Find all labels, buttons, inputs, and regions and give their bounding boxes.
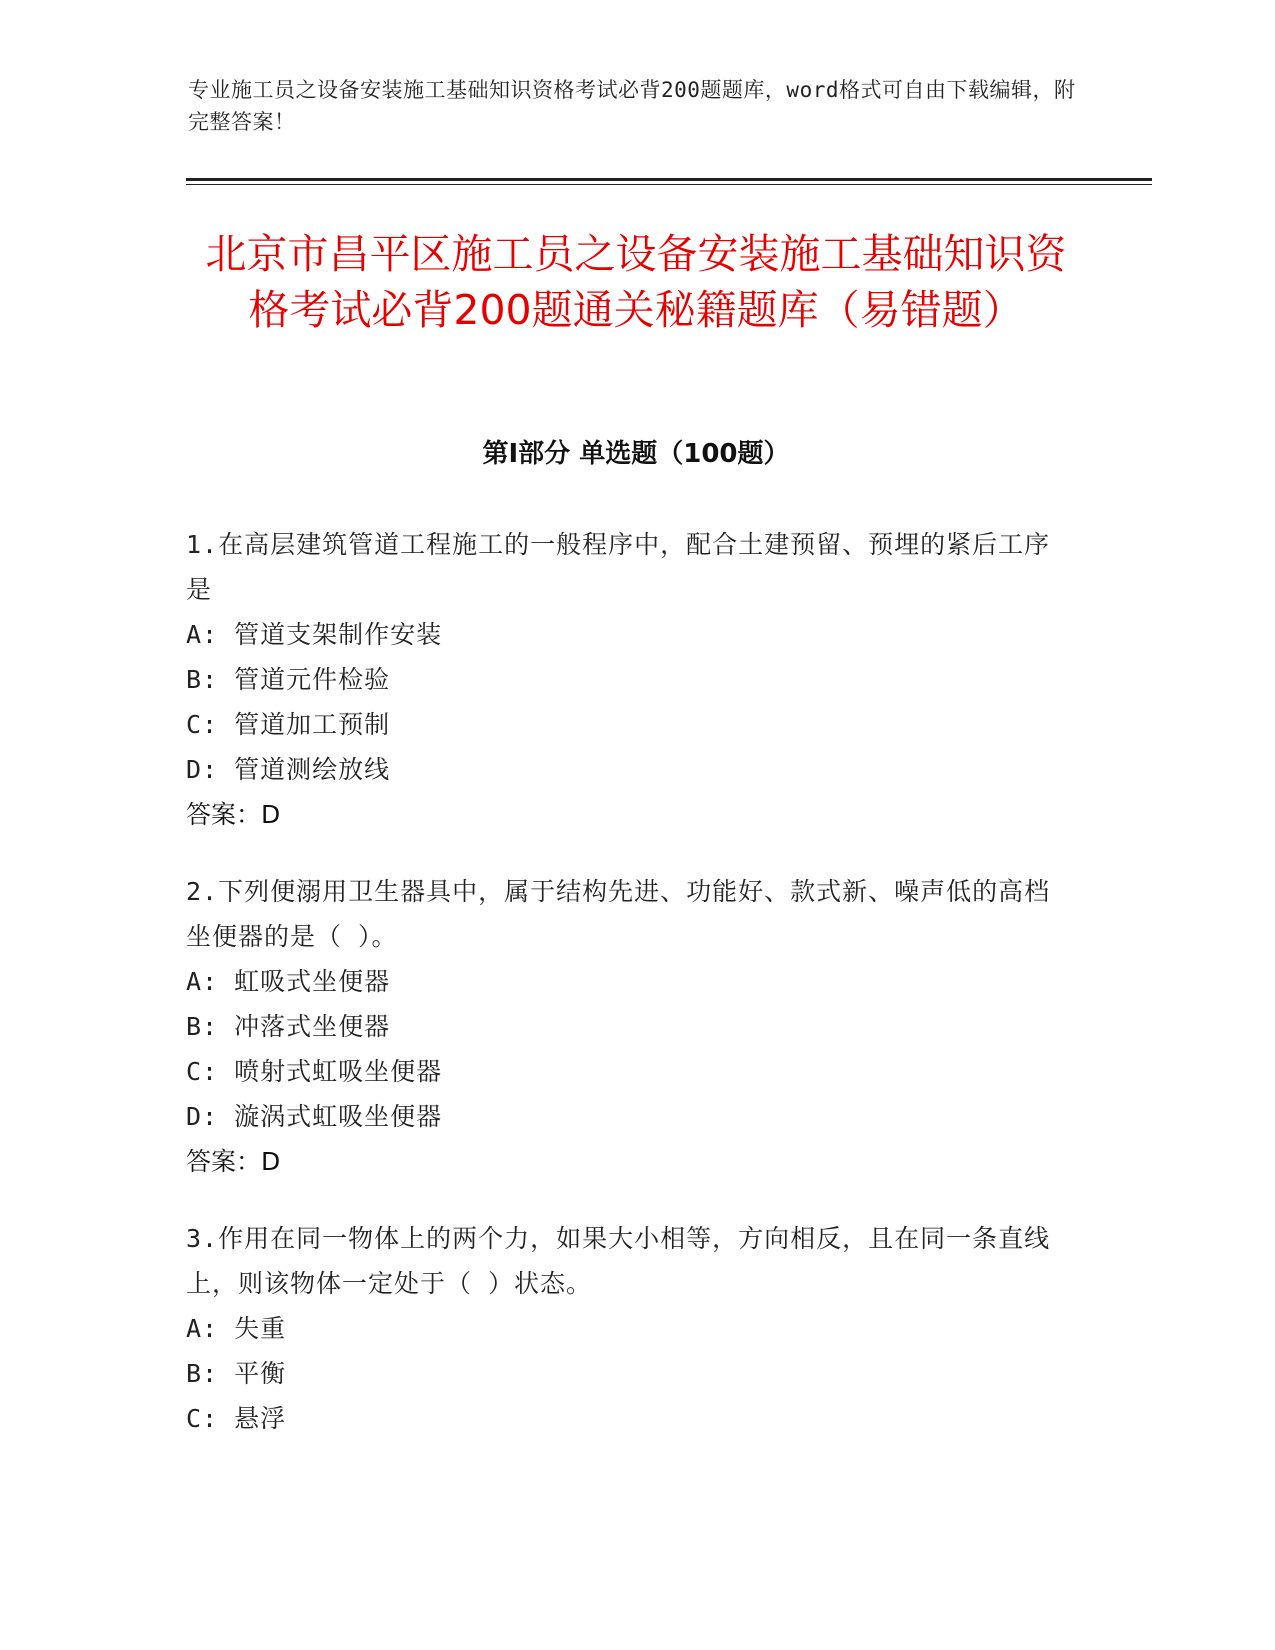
question-stem: 3.作用在同一物体上的两个力，如果大小相等，方向相反，且在同一条直线上，则该物体一定处于（ ）状态。 (186, 1224, 1051, 1298)
question-option-c: C: 喷射式虹吸坐便器 (186, 1057, 443, 1086)
question-list (186, 522, 1066, 1473)
document-title: 北京市昌平区施工员之设备安装施工基础知识资格考试必背200题通关秘籍题库（易错题） (205, 230, 1067, 334)
question-option-c: C: 管道加工预制 (186, 710, 391, 739)
question-stem: 2.下列便溺用卫生器具中，属于结构先进、功能好、款式新、噪声低的高档坐便器的是（ ）。 (186, 877, 1051, 951)
section-heading: 第I部分 单选题（100题） (482, 439, 790, 469)
question-item (186, 1216, 1066, 1441)
header-divider-thin (186, 184, 1152, 185)
question-item (186, 522, 1066, 837)
question-option-b: B: 平衡 (186, 1359, 287, 1388)
question-answer: 答案：D (186, 800, 281, 829)
question-option-a: A: 失重 (186, 1314, 287, 1343)
question-item (186, 869, 1066, 1184)
question-option-d: D: 管道测绘放线 (186, 755, 391, 784)
question-option-d: D: 漩涡式虹吸坐便器 (186, 1102, 443, 1131)
question-option-b: B: 冲落式坐便器 (186, 1012, 391, 1041)
question-option-a: A: 管道支架制作安装 (186, 620, 443, 649)
question-option-b: B: 管道元件检验 (186, 665, 391, 694)
question-answer: 答案：D (186, 1147, 281, 1176)
header-note: 专业施工员之设备安装施工基础知识资格考试必背200题题库，word格式可自由下载编辑，附完整答案！ (188, 78, 1076, 134)
question-option-a: A: 虹吸式坐便器 (186, 967, 391, 996)
question-option-c: C: 悬浮 (186, 1404, 287, 1433)
header-divider-thick (186, 178, 1152, 181)
question-stem: 1.在高层建筑管道工程施工的一般程序中，配合土建预留、预埋的紧后工序是 (186, 530, 1051, 604)
